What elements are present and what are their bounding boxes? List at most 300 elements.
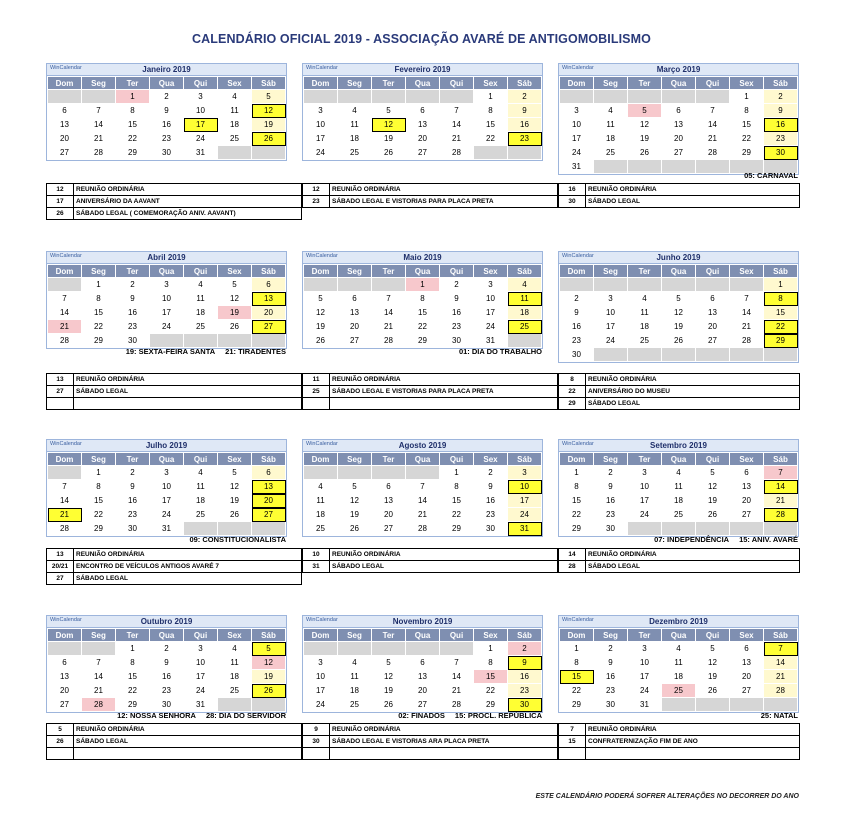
weekday-header: Qui	[184, 265, 218, 278]
empty-cell	[474, 146, 508, 160]
weekday-header: Ter	[628, 265, 662, 278]
day-cell: 18	[218, 670, 252, 684]
holiday-label: 02: FINADOS	[398, 711, 445, 720]
day-cell: 28	[696, 146, 730, 160]
events-table	[558, 373, 800, 410]
empty-cell	[440, 642, 474, 656]
event-description: ANIVERSÁRIO DO MUSEU	[586, 386, 800, 398]
day-cell: 1	[406, 278, 440, 292]
month-calendar	[558, 615, 799, 713]
day-cell: 3	[150, 466, 184, 480]
empty-cell	[252, 334, 286, 348]
weekday-header: Qui	[440, 453, 474, 466]
empty-cell	[372, 90, 406, 104]
day-cell: 23	[764, 132, 798, 146]
holiday-label: 05: CARNAVAL	[744, 171, 798, 180]
event-row	[303, 398, 558, 410]
day-cell: 17	[184, 670, 218, 684]
day-cell: 2	[150, 642, 184, 656]
day-cell: 4	[218, 642, 252, 656]
weekday-header: Ter	[372, 629, 406, 642]
day-cell: 5	[372, 104, 406, 118]
event-day: 29	[559, 398, 586, 410]
day-cell: 2	[594, 642, 628, 656]
month-title: Abril 2019	[147, 253, 186, 262]
day-cell: 15	[406, 306, 440, 320]
day-cell: 20	[696, 320, 730, 334]
day-cell: 15	[474, 670, 508, 684]
empty-cell	[48, 90, 82, 104]
event-day: 25	[303, 386, 330, 398]
day-cell: 16	[116, 494, 150, 508]
events-table	[558, 548, 800, 573]
event-row	[47, 386, 302, 398]
month-header	[303, 64, 542, 76]
day-cell: 17	[560, 132, 594, 146]
empty-cell	[764, 348, 798, 362]
day-cell: 24	[594, 334, 628, 348]
day-cell: 14	[406, 494, 440, 508]
month-title: Dezembro 2019	[649, 617, 708, 626]
event-row	[559, 196, 800, 208]
event-day: 16	[559, 184, 586, 196]
day-cell: 10	[184, 104, 218, 118]
event-day: 14	[559, 549, 586, 561]
empty-cell	[730, 348, 764, 362]
empty-cell	[594, 90, 628, 104]
event-day: 15	[559, 736, 586, 748]
day-cell: 29	[116, 698, 150, 712]
day-cell: 25	[184, 508, 218, 522]
event-day: 27	[47, 573, 74, 585]
holiday-note	[744, 171, 798, 180]
events-table	[558, 183, 800, 208]
day-cell: 17	[304, 132, 338, 146]
day-cell: 13	[48, 670, 82, 684]
day-cell: 21	[372, 320, 406, 334]
day-cell: 7	[82, 104, 116, 118]
day-cell: 9	[116, 480, 150, 494]
brand-label: WinCalendar	[50, 441, 82, 447]
weekday-header: Seg	[594, 453, 628, 466]
day-cell: 3	[628, 466, 662, 480]
day-cell: 16	[150, 118, 184, 132]
day-cell: 11	[304, 494, 338, 508]
empty-cell	[662, 348, 696, 362]
day-cell: 24	[150, 320, 184, 334]
empty-cell	[372, 642, 406, 656]
empty-cell	[184, 334, 218, 348]
event-description: REUNIÃO ORDINÁRIA	[330, 184, 558, 196]
event-description: SÁBADO LEGAL E VISTORIAS PARA PLACA PRETA	[330, 386, 558, 398]
weekday-header: Sex	[730, 265, 764, 278]
day-cell: 24	[560, 146, 594, 160]
day-cell: 1	[82, 278, 116, 292]
day-cell: 18	[218, 118, 252, 132]
day-cell: 4	[594, 104, 628, 118]
weekday-header: Seg	[82, 265, 116, 278]
day-cell: 5	[372, 656, 406, 670]
day-cell: 25	[218, 132, 252, 146]
day-cell: 31	[150, 522, 184, 536]
empty-cell	[304, 90, 338, 104]
day-cell: 31	[628, 698, 662, 712]
day-cell: 2	[150, 90, 184, 104]
day-cell: 30	[440, 334, 474, 348]
day-cell: 23	[150, 132, 184, 146]
day-cell: 20	[48, 132, 82, 146]
event-row	[559, 549, 800, 561]
weekday-header: Ter	[372, 77, 406, 90]
event-day: 26	[47, 736, 74, 748]
month-calendar	[302, 615, 543, 713]
day-cell: 29	[474, 698, 508, 712]
day-cell: 26	[662, 334, 696, 348]
day-cell: 8	[764, 292, 798, 306]
weekday-header: Ter	[116, 77, 150, 90]
day-cell: 10	[304, 670, 338, 684]
day-cell: 5	[218, 278, 252, 292]
day-cell: 24	[304, 698, 338, 712]
day-cell: 15	[116, 118, 150, 132]
weekday-header: Qua	[150, 265, 184, 278]
day-cell: 4	[218, 90, 252, 104]
day-cell: 23	[508, 684, 542, 698]
event-day: 22	[559, 386, 586, 398]
weekday-header: Qua	[662, 629, 696, 642]
day-cell: 4	[304, 480, 338, 494]
day-cell: 7	[440, 656, 474, 670]
weekday-header: Sex	[474, 629, 508, 642]
day-cell: 8	[474, 656, 508, 670]
month-calendar	[46, 439, 287, 537]
day-cell: 28	[48, 522, 82, 536]
day-cell: 1	[116, 90, 150, 104]
day-cell: 18	[338, 684, 372, 698]
event-description	[74, 398, 302, 410]
day-cell: 13	[338, 306, 372, 320]
events-table	[302, 723, 558, 760]
weekday-header: Qua	[406, 629, 440, 642]
day-cell: 18	[628, 320, 662, 334]
day-cell: 11	[184, 480, 218, 494]
day-cell: 17	[150, 306, 184, 320]
day-cell: 6	[406, 104, 440, 118]
day-cell: 21	[730, 320, 764, 334]
weekday-header: Seg	[82, 453, 116, 466]
weekday-header: Dom	[304, 265, 338, 278]
holiday-label: 15: PROCL. REPÚBLICA	[454, 711, 542, 720]
day-cell: 2	[508, 642, 542, 656]
day-cell: 30	[116, 334, 150, 348]
day-cell: 22	[560, 684, 594, 698]
day-cell: 14	[48, 494, 82, 508]
day-cell: 3	[594, 292, 628, 306]
day-cell: 16	[474, 494, 508, 508]
day-cell: 15	[82, 494, 116, 508]
event-day: 31	[303, 561, 330, 573]
month-title: Julho 2019	[145, 441, 188, 450]
weekday-header: Sex	[474, 265, 508, 278]
day-cell: 28	[406, 522, 440, 536]
day-cell: 16	[594, 670, 628, 684]
event-day	[303, 398, 330, 410]
events-table	[558, 723, 800, 760]
empty-cell	[628, 90, 662, 104]
day-cell: 2	[560, 292, 594, 306]
day-cell: 13	[252, 480, 286, 494]
day-cell: 28	[82, 146, 116, 160]
day-cell: 2	[508, 90, 542, 104]
event-day: 11	[303, 374, 330, 386]
weekday-header: Seg	[338, 629, 372, 642]
day-cell: 20	[252, 306, 286, 320]
day-cell: 22	[474, 684, 508, 698]
day-cell: 28	[48, 334, 82, 348]
event-description: REUNIÃO ORDINÁRIA	[330, 374, 558, 386]
event-description: SÁBADO LEGAL E VISTORIAS ARA PLACA PRETA	[330, 736, 558, 748]
day-cell: 20	[730, 670, 764, 684]
event-row	[47, 573, 302, 585]
day-cell: 24	[184, 684, 218, 698]
event-description: REUNIÃO ORDINÁRIA	[586, 184, 800, 196]
day-cell: 10	[508, 480, 542, 494]
empty-cell	[82, 642, 116, 656]
empty-cell	[696, 348, 730, 362]
day-cell: 13	[252, 292, 286, 306]
weekday-header: Sex	[730, 629, 764, 642]
weekday-header: Ter	[372, 265, 406, 278]
empty-cell	[696, 698, 730, 712]
day-cell: 21	[48, 320, 82, 334]
events-table	[46, 723, 302, 760]
empty-cell	[218, 334, 252, 348]
day-cell: 9	[560, 306, 594, 320]
day-cell: 25	[508, 320, 542, 334]
event-row	[47, 398, 302, 410]
day-cell: 26	[628, 146, 662, 160]
day-cell: 3	[304, 104, 338, 118]
day-cell: 12	[372, 118, 406, 132]
day-cell: 31	[184, 146, 218, 160]
event-row	[303, 549, 558, 561]
day-cell: 28	[764, 684, 798, 698]
brand-label: WinCalendar	[562, 441, 594, 447]
day-cell: 22	[440, 508, 474, 522]
event-row	[559, 724, 800, 736]
day-cell: 4	[662, 642, 696, 656]
day-cell: 22	[730, 132, 764, 146]
events-table	[46, 548, 302, 585]
empty-cell	[696, 278, 730, 292]
day-cell: 24	[304, 146, 338, 160]
weekday-header: Qui	[696, 265, 730, 278]
day-cell: 8	[406, 292, 440, 306]
weekday-header: Seg	[338, 453, 372, 466]
day-cell: 9	[594, 656, 628, 670]
day-cell: 10	[628, 656, 662, 670]
empty-cell	[252, 698, 286, 712]
day-cell: 6	[730, 466, 764, 480]
empty-cell	[338, 90, 372, 104]
day-cell: 8	[82, 480, 116, 494]
empty-cell	[696, 90, 730, 104]
day-cell: 23	[116, 508, 150, 522]
day-cell: 13	[406, 118, 440, 132]
day-cell: 31	[508, 522, 542, 536]
event-day	[559, 748, 586, 760]
day-cell: 25	[218, 684, 252, 698]
day-cell: 4	[338, 104, 372, 118]
day-cell: 11	[628, 306, 662, 320]
day-cell: 17	[508, 494, 542, 508]
weekday-header: Sáb	[252, 265, 286, 278]
day-cell: 8	[730, 104, 764, 118]
day-cell: 29	[440, 522, 474, 536]
weekday-header: Dom	[560, 629, 594, 642]
weekday-header: Sáb	[252, 629, 286, 642]
day-cell: 21	[406, 508, 440, 522]
month-calendar	[302, 439, 543, 537]
day-cell: 3	[184, 642, 218, 656]
day-cell: 11	[662, 656, 696, 670]
weekday-header: Qua	[406, 265, 440, 278]
day-cell: 6	[48, 104, 82, 118]
weekday-header: Seg	[338, 77, 372, 90]
weekday-header: Sex	[218, 77, 252, 90]
day-cell: 6	[48, 656, 82, 670]
day-cell: 4	[184, 466, 218, 480]
day-cell: 20	[406, 132, 440, 146]
day-cell: 12	[218, 292, 252, 306]
day-cell: 26	[338, 522, 372, 536]
day-cell: 11	[338, 118, 372, 132]
day-cell: 30	[474, 522, 508, 536]
day-cell: 6	[372, 480, 406, 494]
empty-cell	[508, 334, 542, 348]
empty-cell	[372, 466, 406, 480]
day-cell: 12	[628, 118, 662, 132]
event-description: SÁBADO LEGAL ( COMEMORAÇÃO ANIV. AAVANT)	[74, 208, 302, 220]
day-cell: 16	[440, 306, 474, 320]
day-cell: 31	[560, 160, 594, 174]
event-row	[559, 561, 800, 573]
weekday-header: Sex	[730, 453, 764, 466]
event-day: 12	[303, 184, 330, 196]
day-cell: 7	[372, 292, 406, 306]
day-cell: 17	[474, 306, 508, 320]
weekday-header: Ter	[372, 453, 406, 466]
day-cell: 5	[662, 292, 696, 306]
empty-cell	[662, 698, 696, 712]
day-cell: 3	[628, 642, 662, 656]
day-cell: 30	[594, 522, 628, 536]
day-cell: 11	[508, 292, 542, 306]
day-cell: 18	[662, 494, 696, 508]
holiday-label: 19: SEXTA-FEIRA SANTA	[125, 347, 216, 356]
month-calendar	[558, 251, 799, 363]
day-cell: 23	[150, 684, 184, 698]
event-description: SÁBADO LEGAL	[330, 561, 558, 573]
day-cell: 12	[252, 656, 286, 670]
day-cell: 14	[764, 656, 798, 670]
weekday-header: Qui	[440, 77, 474, 90]
weekday-header: Seg	[594, 265, 628, 278]
empty-cell	[594, 160, 628, 174]
weekday-header: Sex	[218, 265, 252, 278]
event-row	[303, 561, 558, 573]
day-cell: 20	[730, 494, 764, 508]
empty-cell	[730, 278, 764, 292]
weekday-header: Dom	[48, 77, 82, 90]
month-header	[303, 440, 542, 452]
day-cell: 28	[730, 334, 764, 348]
day-cell: 17	[150, 494, 184, 508]
event-row	[47, 374, 302, 386]
day-cell: 24	[628, 508, 662, 522]
empty-cell	[338, 642, 372, 656]
month-title: Fevereiro 2019	[394, 65, 451, 74]
event-row	[559, 374, 800, 386]
empty-cell	[560, 278, 594, 292]
event-description: CONFRATERNIZAÇÃO FIM DE ANO	[586, 736, 800, 748]
day-cell: 25	[628, 334, 662, 348]
weekday-header: Sex	[218, 629, 252, 642]
weekday-header: Qua	[150, 77, 184, 90]
day-cell: 26	[218, 320, 252, 334]
day-cell: 18	[508, 306, 542, 320]
day-cell: 27	[662, 146, 696, 160]
day-cell: 1	[730, 90, 764, 104]
day-cell: 13	[696, 306, 730, 320]
holiday-note	[398, 711, 542, 720]
empty-cell	[218, 146, 252, 160]
day-cell: 18	[662, 670, 696, 684]
event-row	[303, 386, 558, 398]
month-calendar	[302, 63, 543, 161]
day-cell: 6	[252, 278, 286, 292]
day-cell: 15	[730, 118, 764, 132]
weekday-header: Sáb	[508, 629, 542, 642]
weekday-header: Dom	[560, 77, 594, 90]
day-cell: 19	[696, 494, 730, 508]
day-cell: 9	[116, 292, 150, 306]
holiday-label: 15: ANIV. AVARÉ	[739, 535, 798, 544]
day-cell: 15	[764, 306, 798, 320]
day-cell: 29	[82, 334, 116, 348]
event-row	[303, 724, 558, 736]
day-cell: 3	[508, 466, 542, 480]
weekday-header: Sex	[474, 453, 508, 466]
day-cell: 4	[662, 466, 696, 480]
empty-cell	[304, 466, 338, 480]
day-cell: 11	[594, 118, 628, 132]
empty-cell	[594, 278, 628, 292]
day-cell: 5	[696, 642, 730, 656]
event-row	[559, 748, 800, 760]
event-row	[303, 736, 558, 748]
day-cell: 11	[338, 670, 372, 684]
day-cell: 3	[304, 656, 338, 670]
day-cell: 7	[764, 466, 798, 480]
day-cell: 23	[474, 508, 508, 522]
day-cell: 14	[372, 306, 406, 320]
month-title: Junho 2019	[656, 253, 701, 262]
day-cell: 13	[662, 118, 696, 132]
event-description: SÁBADO LEGAL	[74, 736, 302, 748]
weekday-header: Qua	[662, 453, 696, 466]
weekday-header: Sáb	[764, 629, 798, 642]
